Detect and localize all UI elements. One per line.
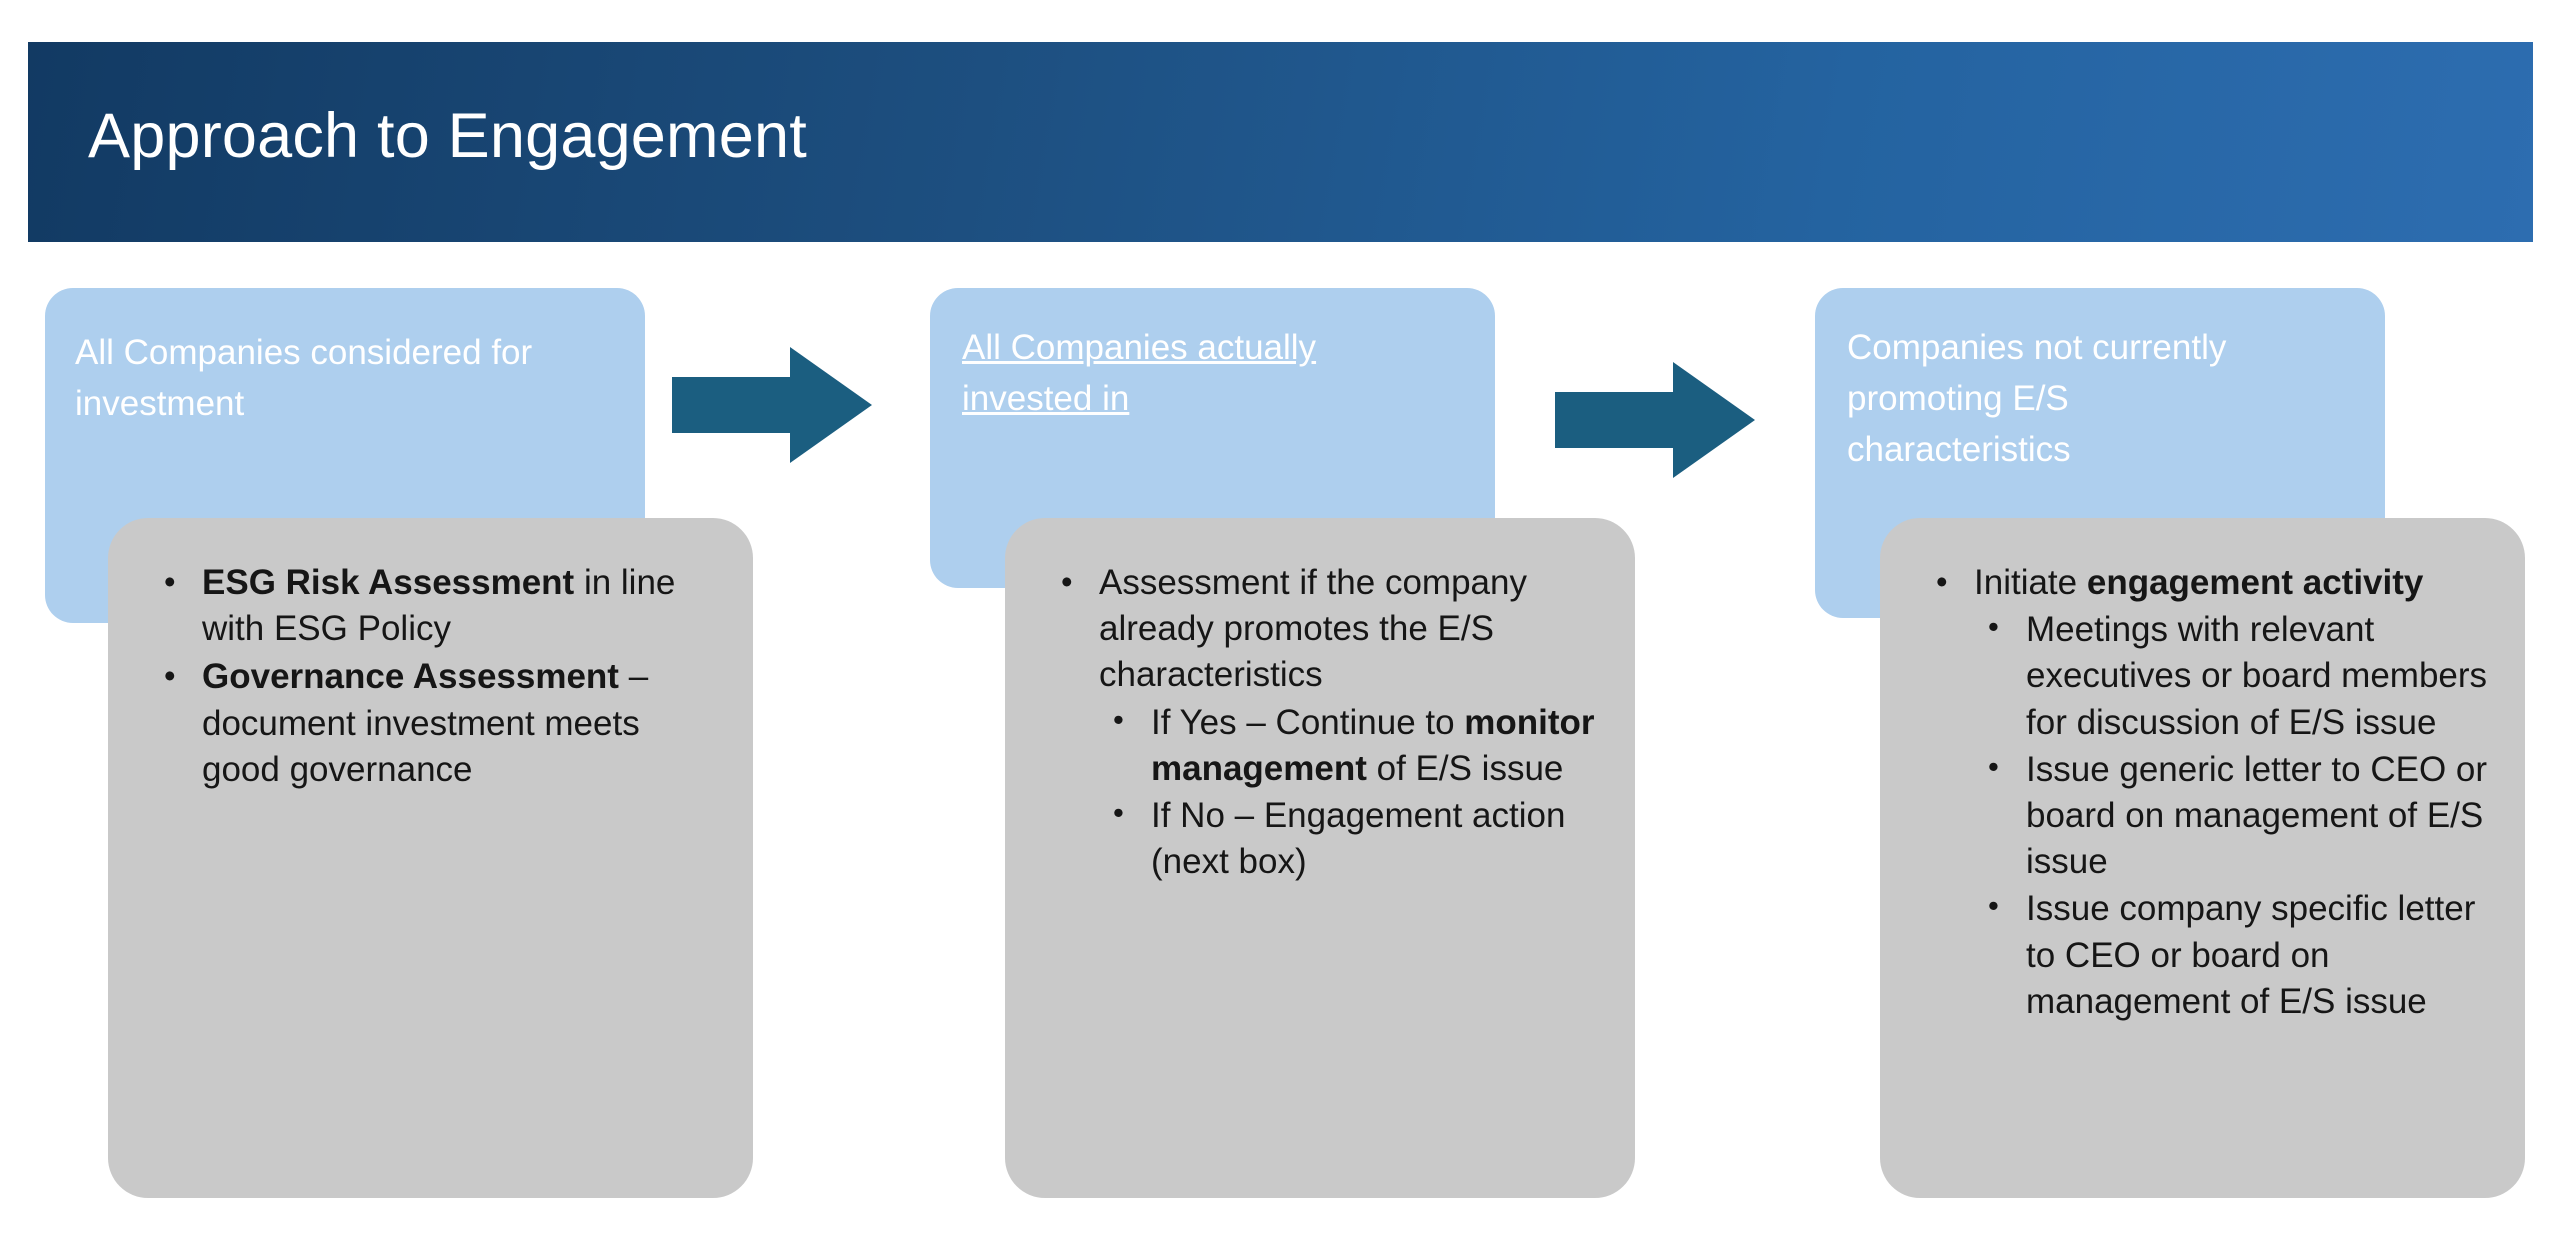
stage-2-sub-1-pre: If Yes – Continue to <box>1151 702 1465 742</box>
stage-3-content-box <box>1880 518 2525 1198</box>
stage-1-bullet-1-bold: ESG Risk Assessment <box>202 563 575 602</box>
stage-3-bullet-1-bold: engagement activity <box>2086 563 2424 602</box>
stage-3-sub-1: Meetings with relevant executives or board members for discussion of E/S issue <box>2026 610 2488 742</box>
list-item <box>1974 747 2499 886</box>
stage-1-bullet-1-rest: in line with ESG Policy <box>202 563 676 649</box>
list-item <box>1099 700 1609 792</box>
stage-1-bullet-2-bold: Governance Assessment <box>202 657 619 697</box>
page-title: Approach to Engagement <box>88 101 807 171</box>
stage-2-header-line2: invested in <box>962 378 1130 418</box>
stage-3-header-line3: characteristics <box>1847 429 2071 469</box>
stage-2-sub-2-pre: If No – Engagement action (next box) <box>1151 795 1566 882</box>
stage-2-sub-1-post: of E/S issue <box>1366 748 1564 788</box>
stage-1-body <box>146 560 727 795</box>
stage-3-bullet-list <box>1918 560 2499 1025</box>
stage-2-header-line1: All Companies actually <box>962 328 1317 367</box>
list-item <box>1974 886 2499 1025</box>
stage-1-header-text <box>75 328 605 430</box>
stage-3-header-line2: promoting E/S <box>1847 378 2069 418</box>
list-item <box>1974 607 2499 746</box>
stage-3-sub-2: Issue generic letter to CEO or board on management of E/S issue <box>2026 749 2488 882</box>
stage-2-bullet-list <box>1043 560 1609 885</box>
stage-2-sub-1-bold: monitor management <box>1151 702 1595 788</box>
stage-1-header-line1: All Companies considered for <box>75 333 533 372</box>
arrow-stage1-to-stage2 <box>672 345 872 465</box>
stage-3-sub-list <box>1974 607 2499 1025</box>
list-item <box>1918 560 2499 1025</box>
stage-2-bullet-1-text: Assessment if the company already promotes the E/S characteristics <box>1099 563 1527 695</box>
stage-2-content-box <box>1005 518 1635 1198</box>
stage-3-header-text <box>1847 323 2357 475</box>
stage-2-sub-list <box>1099 700 1609 886</box>
stage-3-body <box>1918 560 2499 1027</box>
arrow-stage2-to-stage3 <box>1555 360 1755 480</box>
stage-1-bullet-list <box>146 560 727 793</box>
list-item <box>1099 793 1609 885</box>
stage-1-bullet-2-rest: – document investment meets good governance <box>202 657 649 789</box>
arrow-right-icon <box>1555 360 1755 480</box>
title-banner <box>28 42 2533 242</box>
list-item <box>1043 560 1609 885</box>
stage-1-header-line2: investment <box>75 383 245 423</box>
stage-2-body <box>1043 560 1609 887</box>
stage-3-bullet-1-pre: Initiate <box>1974 563 2087 602</box>
list-item <box>146 654 727 793</box>
arrow-right-icon <box>672 345 872 465</box>
stage-2-header-text <box>962 323 1482 425</box>
list-item <box>146 560 727 652</box>
stage-3-header-line1: Companies not currently <box>1847 328 2227 367</box>
stage-3-sub-3: Issue company specific letter to CEO or board on management of E/S issue <box>2026 889 2476 1021</box>
stage-1-content-box <box>108 518 753 1198</box>
